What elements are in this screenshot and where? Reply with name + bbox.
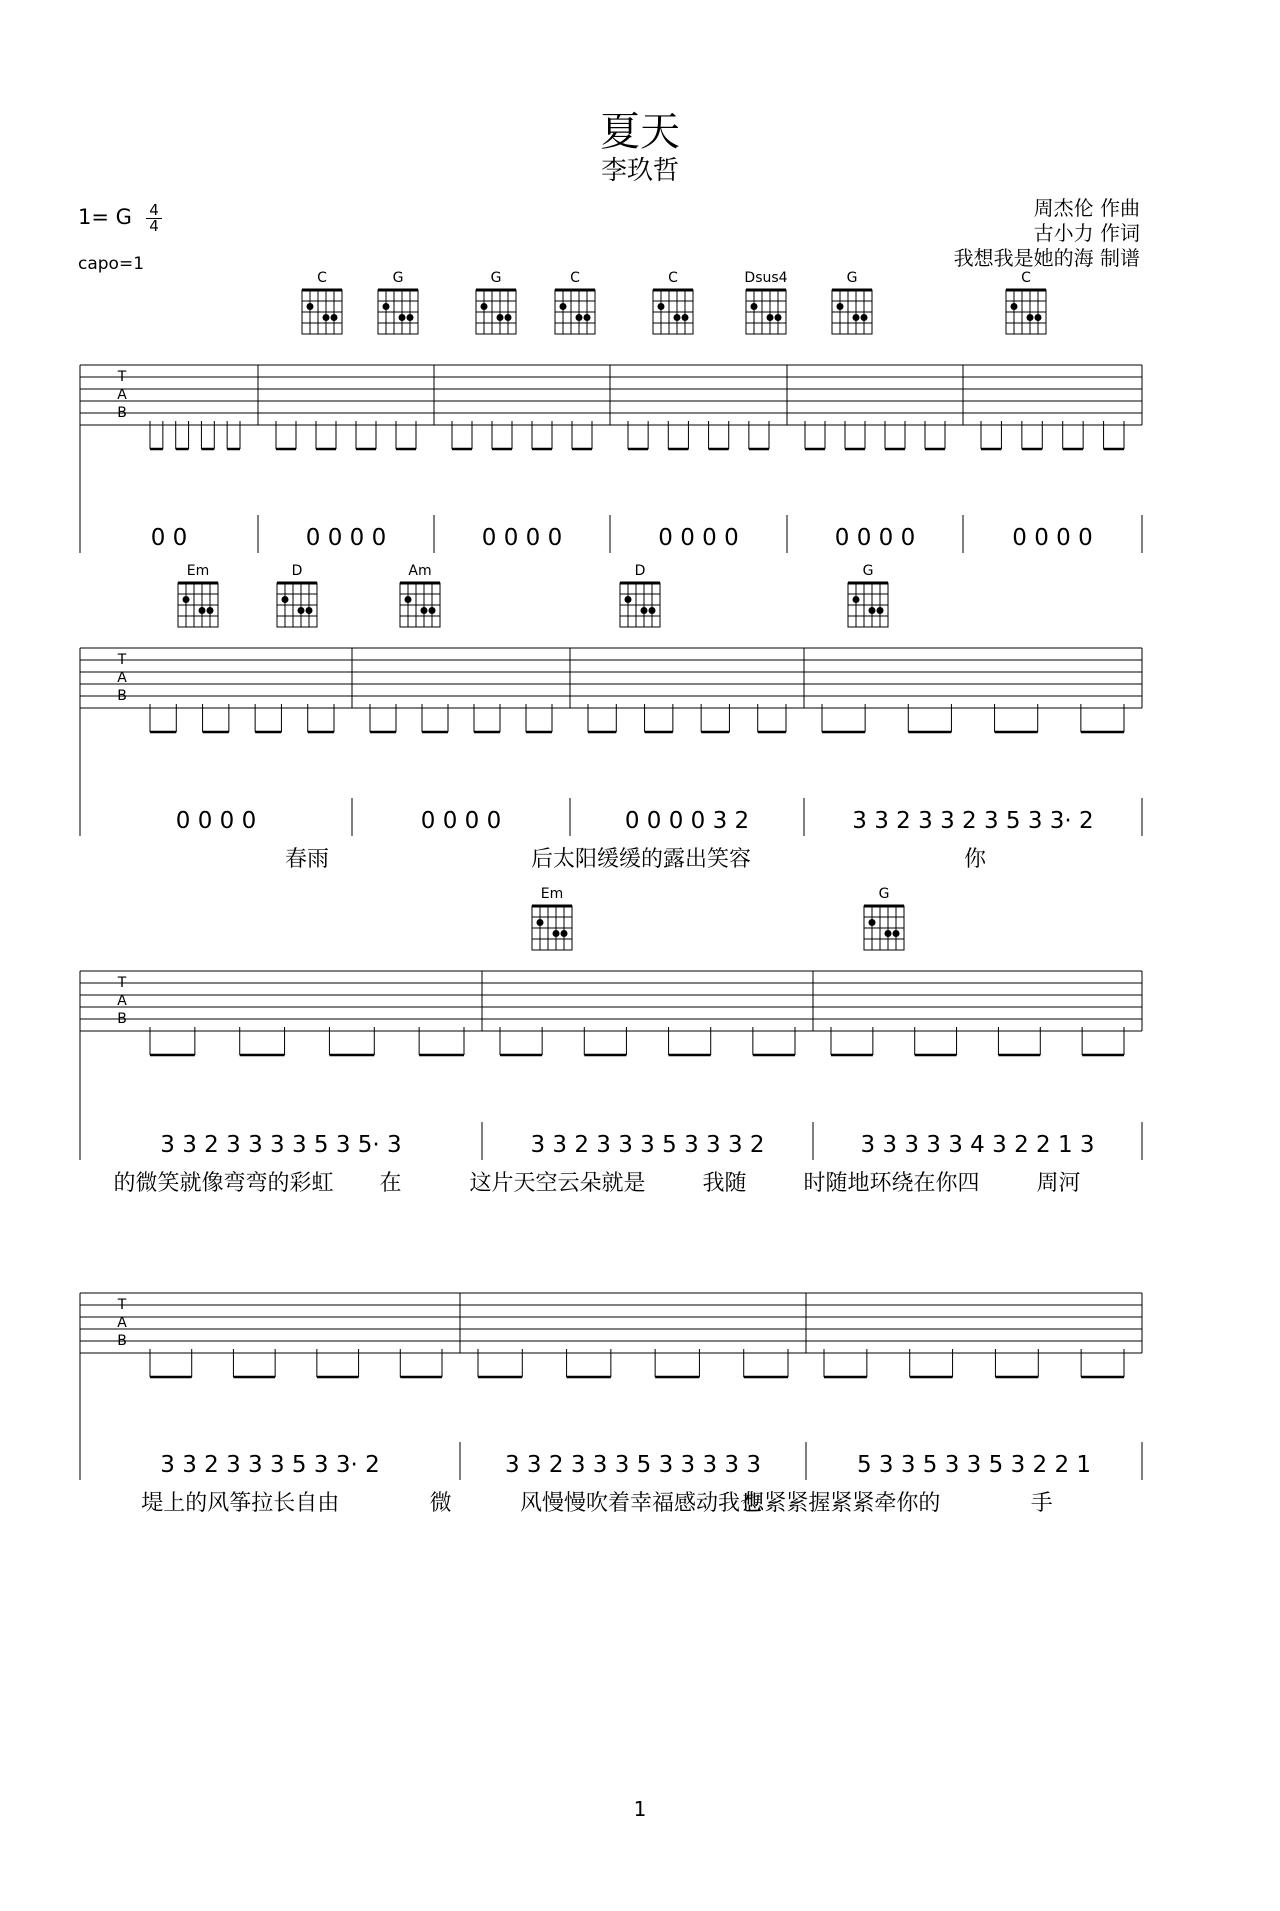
lyric-segment: 堤上的风筝拉长自由: [141, 1491, 340, 1516]
finger-dot: [407, 314, 414, 321]
finger-dot: [383, 303, 390, 310]
finger-dot: [560, 303, 567, 310]
numbered-measure: 3 3 2 3 3 3 5 3 3 3 2: [530, 1132, 765, 1158]
finger-dot: [429, 607, 436, 614]
chord-diagram: [302, 270, 342, 334]
finger-dot: [649, 607, 656, 614]
chord-name: C: [1021, 270, 1031, 286]
finger-dot: [641, 607, 648, 614]
numbered-measure: 0 0 0 0: [1012, 525, 1093, 551]
numbered-measure: 3 3 2 3 3 3 3 5 3 5· 3: [160, 1132, 402, 1158]
numbered-measure: 0 0 0 0: [420, 808, 502, 834]
finger-dot: [399, 314, 406, 321]
chord-diagram: [378, 270, 418, 334]
chord-name: Em: [540, 886, 564, 902]
finger-dot: [331, 314, 338, 321]
chord-name: G: [878, 886, 890, 902]
chord-diagram: [277, 563, 317, 627]
finger-dot: [837, 303, 844, 310]
chord-diagram: [653, 270, 693, 334]
finger-dot: [553, 930, 560, 937]
finger-dot: [298, 607, 305, 614]
lyric-segment: 在: [379, 1171, 402, 1196]
finger-dot: [405, 596, 412, 603]
finger-dot: [183, 596, 190, 603]
finger-dot: [751, 303, 758, 310]
finger-dot: [207, 607, 214, 614]
chord-name: G: [862, 563, 874, 579]
finger-dot: [775, 314, 782, 321]
numbered-measure: 0 0 0 0: [658, 525, 739, 551]
chord-name: C: [570, 270, 580, 286]
finger-dot: [658, 303, 665, 310]
finger-dot: [1027, 314, 1034, 321]
chord-name: Dsus4: [744, 270, 788, 286]
finger-dot: [853, 314, 860, 321]
lyric-segment: 这片天空云朵就是: [469, 1171, 646, 1196]
finger-dot: [869, 919, 876, 926]
numbered-measure: 0 0 0 0: [834, 525, 916, 551]
tab-clef-letter: T: [117, 652, 127, 668]
chord-diagram: [532, 886, 572, 950]
lyric-segment: 微: [429, 1491, 452, 1516]
lyric-segment: 春雨: [284, 847, 330, 872]
lyric-segment: 周河: [1036, 1171, 1081, 1196]
key-signature: 1= G: [78, 205, 132, 229]
system-4: [80, 1293, 1142, 1516]
capo-label: capo=1: [78, 254, 145, 274]
chord-name: D: [291, 563, 303, 579]
time-top: 4: [149, 201, 159, 219]
numbered-measure: 0 0: [150, 525, 188, 551]
finger-dot: [869, 607, 876, 614]
tab-clef-letter: A: [117, 387, 127, 403]
finger-dot: [561, 930, 568, 937]
finger-dot: [306, 607, 313, 614]
finger-dot: [537, 919, 544, 926]
chord-diagram: [476, 270, 516, 334]
chord-name: G: [846, 270, 858, 286]
credit-composer: 周杰伦 作曲: [1033, 196, 1140, 220]
finger-dot: [199, 607, 206, 614]
lyric-segment: 你: [963, 847, 987, 872]
numbered-measure: 0 0 0 0 3 2: [624, 808, 750, 834]
finger-dot: [1035, 314, 1042, 321]
finger-dot: [323, 314, 330, 321]
finger-dot: [893, 930, 900, 937]
finger-dot: [1011, 303, 1018, 310]
finger-dot: [576, 314, 583, 321]
chord-name: C: [317, 270, 327, 286]
system-3: [80, 886, 1142, 1196]
credit-transcriber: 我想我是她的海 制谱: [953, 246, 1140, 270]
tab-clef-letter: B: [117, 1333, 127, 1349]
numbered-measure: 3 3 2 3 3 2 3 5 3 3· 2: [852, 808, 1094, 834]
finger-dot: [625, 596, 632, 603]
lyric-segment: 后太阳缓缓的露出笑容: [530, 847, 752, 872]
finger-dot: [584, 314, 591, 321]
chord-diagram: [555, 270, 595, 334]
chord-diagram: [1006, 270, 1046, 334]
chord-name: D: [634, 563, 646, 579]
finger-dot: [861, 314, 868, 321]
finger-dot: [282, 596, 289, 603]
lyric-segment: 时随地环绕在你四: [803, 1171, 980, 1196]
lyric-segment: 的微笑就像弯弯的彩虹: [113, 1171, 334, 1196]
tab-clef-letter: A: [117, 993, 127, 1009]
system-1: [80, 270, 1142, 553]
lyric-segment: 风慢慢吹着幸福感动我也: [519, 1491, 763, 1516]
chord-name: G: [490, 270, 502, 286]
tab-clef-letter: B: [117, 1011, 127, 1027]
chord-diagram: [400, 563, 440, 627]
chord-diagram: [832, 270, 872, 334]
song-title: 夏天: [600, 109, 680, 155]
tab-clef-letter: B: [117, 405, 127, 421]
chord-diagram: [744, 270, 787, 334]
numbered-measure: 3 3 3 3 3 4 3 2 2 1 3: [860, 1132, 1095, 1158]
finger-dot: [497, 314, 504, 321]
finger-dot: [674, 314, 681, 321]
numbered-measure: 0 0 0 0: [481, 525, 563, 551]
chord-diagram: [848, 563, 888, 627]
chord-diagram: [620, 563, 660, 627]
tab-clef-letter: T: [117, 975, 127, 991]
lyric-segment: 我随: [702, 1171, 747, 1196]
lyric-segment: 手: [1030, 1491, 1053, 1516]
tab-clef-letter: B: [117, 688, 127, 704]
finger-dot: [505, 314, 512, 321]
credit-lyricist: 古小力 作词: [1033, 221, 1140, 245]
time-bottom: 4: [146, 218, 162, 234]
finger-dot: [877, 607, 884, 614]
finger-dot: [885, 930, 892, 937]
chord-name: Am: [408, 563, 432, 579]
tab-clef-letter: T: [117, 1297, 127, 1313]
finger-dot: [421, 607, 428, 614]
finger-dot: [767, 314, 774, 321]
finger-dot: [307, 303, 314, 310]
numbered-measure: 3 3 2 3 3 3 5 3 3· 2: [160, 1452, 380, 1478]
numbered-measure: 5 3 3 5 3 3 5 3 2 2 1: [856, 1452, 1092, 1478]
chord-diagram: [864, 886, 904, 950]
finger-dot: [682, 314, 689, 321]
chord-name: C: [668, 270, 678, 286]
finger-dot: [481, 303, 488, 310]
system-2: [80, 563, 1142, 872]
tab-clef-letter: T: [117, 369, 127, 385]
tab-clef-letter: A: [117, 670, 127, 686]
chord-name: Em: [186, 563, 210, 579]
numbered-measure: 3 3 2 3 3 3 5 3 3 3 3 3: [504, 1452, 762, 1478]
chord-name: G: [392, 270, 404, 286]
numbered-measure: 0 0 0 0: [305, 525, 387, 551]
numbered-measure: 0 0 0 0: [175, 808, 257, 834]
song-artist: 李玖哲: [600, 156, 679, 186]
lyric-segment: 想紧紧握紧紧牵你的: [742, 1491, 941, 1516]
finger-dot: [853, 596, 860, 603]
tab-clef-letter: A: [117, 1315, 127, 1331]
chord-diagram: [178, 563, 218, 627]
page-number: 1: [633, 1797, 647, 1821]
